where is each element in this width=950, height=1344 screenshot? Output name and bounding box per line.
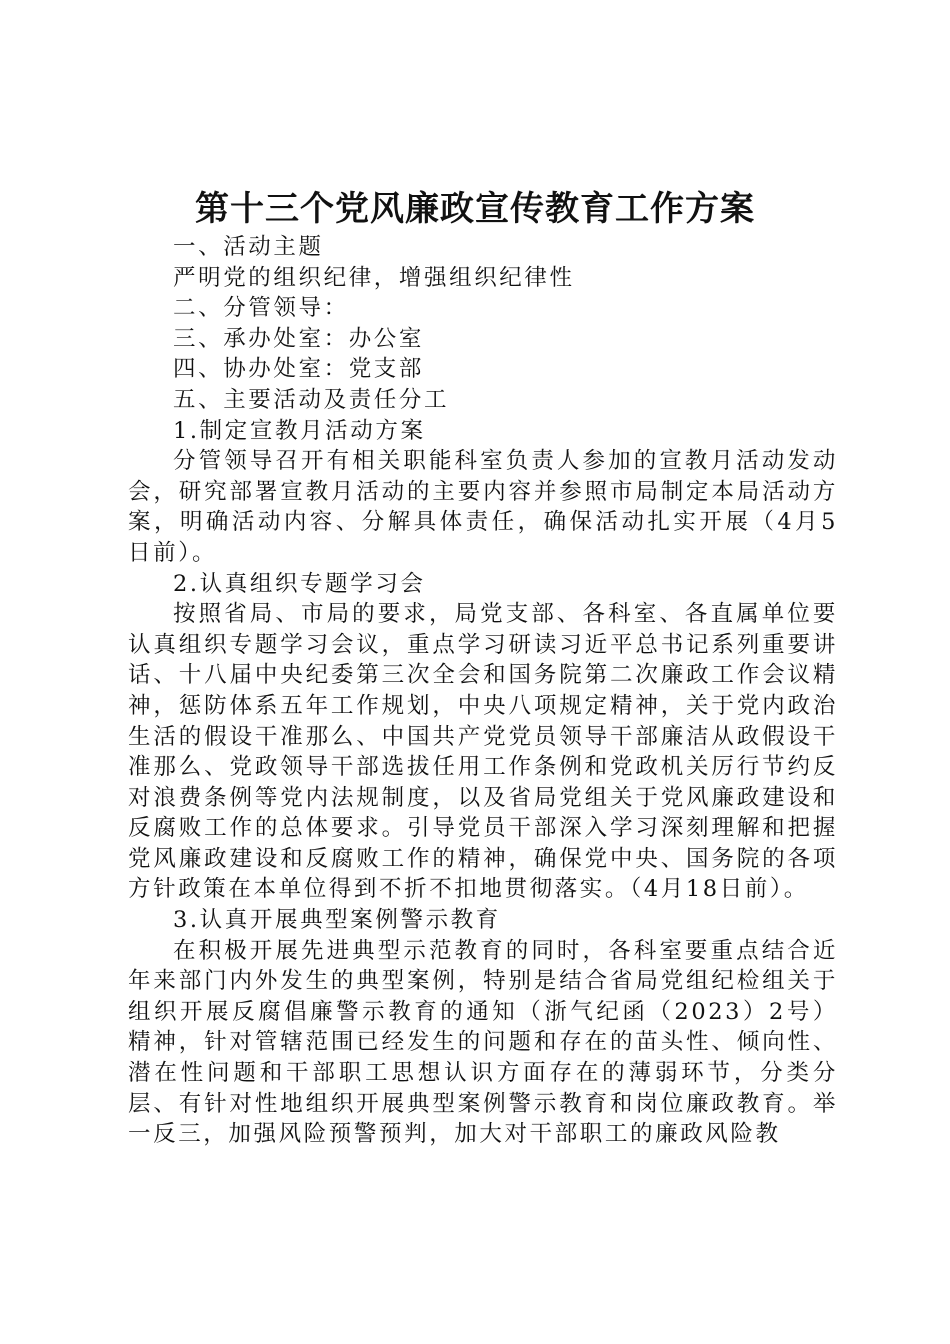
section-heading-organizer: 三、承办处室：办公室 [173, 325, 425, 352]
section-heading-leader: 二、分管领导： [173, 295, 349, 322]
paragraph-plan: 分管领导召开有相关职能科室负责人参加的宣教月活动发动会，研究部署宣教月活动的主要内容并参照市局制定本局活动方案，明确活动内容、分解具体责任，确保活动扎实开展（4月5日前）。 [128, 448, 838, 566]
document-title: 第十三个党风廉政宣传教育工作方案 [195, 189, 755, 229]
subheading-warning: 3.认真开展典型案例警示教育 [173, 907, 501, 934]
paragraph-warning: 在积极开展先进典型示范教育的同时，各科室要重点结合近年来部门内外发生的典型案例，特别是结合省局党组纪检组关于组织开展反腐倡廉警示教育的通知（浙气纪函（2023）2号）精神，针对管辖范围已经发生的问题和存在的苗头性、倾向性、潜在性问题和干部职工思想认识方面存在的薄弱环节，分类分层、有针对性地组织开展典型案例警示教育和岗位廉政教育。举一反三，加强风险预警预判，加大对干部职工的廉政风险教 [128, 937, 838, 1148]
subheading-plan: 1.制定宣教月活动方案 [173, 417, 426, 444]
subheading-study: 2.认真组织专题学习会 [173, 570, 426, 597]
paragraph-study: 按照省局、市局的要求，局党支部、各科室、各直属单位要认真组织专题学习会议，重点学习研读习近平总书记系列重要讲话、十八届中央纪委第三次全会和国务院第二次廉政工作会议精神，惩防体系五年工作规划，中央八项规定精神，关于党内政治生活的假设干准那么、中国共产党党员领导干部廉洁从政假设干准那么、党政领导干部选拔任用工作条例和党政机关厉行节约反对浪费条例等党内法规制度，以及省局党组关于党风廉政建设和反腐败工作的总体要求。引导党员干部深入学习深刻理解和把握党风廉政建设和反腐败工作的精神，确保党中央、国务院的各项方针政策在本单位得到不折不扣地贯彻落实。（4月18日前）。 [128, 601, 838, 903]
section-heading-co-organizer: 四、协办处室：党支部 [173, 356, 425, 383]
section-heading-activities: 五、主要活动及责任分工 [173, 386, 450, 413]
document-body [128, 232, 838, 1150]
paragraph-theme-text: 严明党的组织纪律，增强组织纪律性 [173, 264, 575, 291]
section-heading-theme: 一、活动主题 [173, 234, 324, 260]
